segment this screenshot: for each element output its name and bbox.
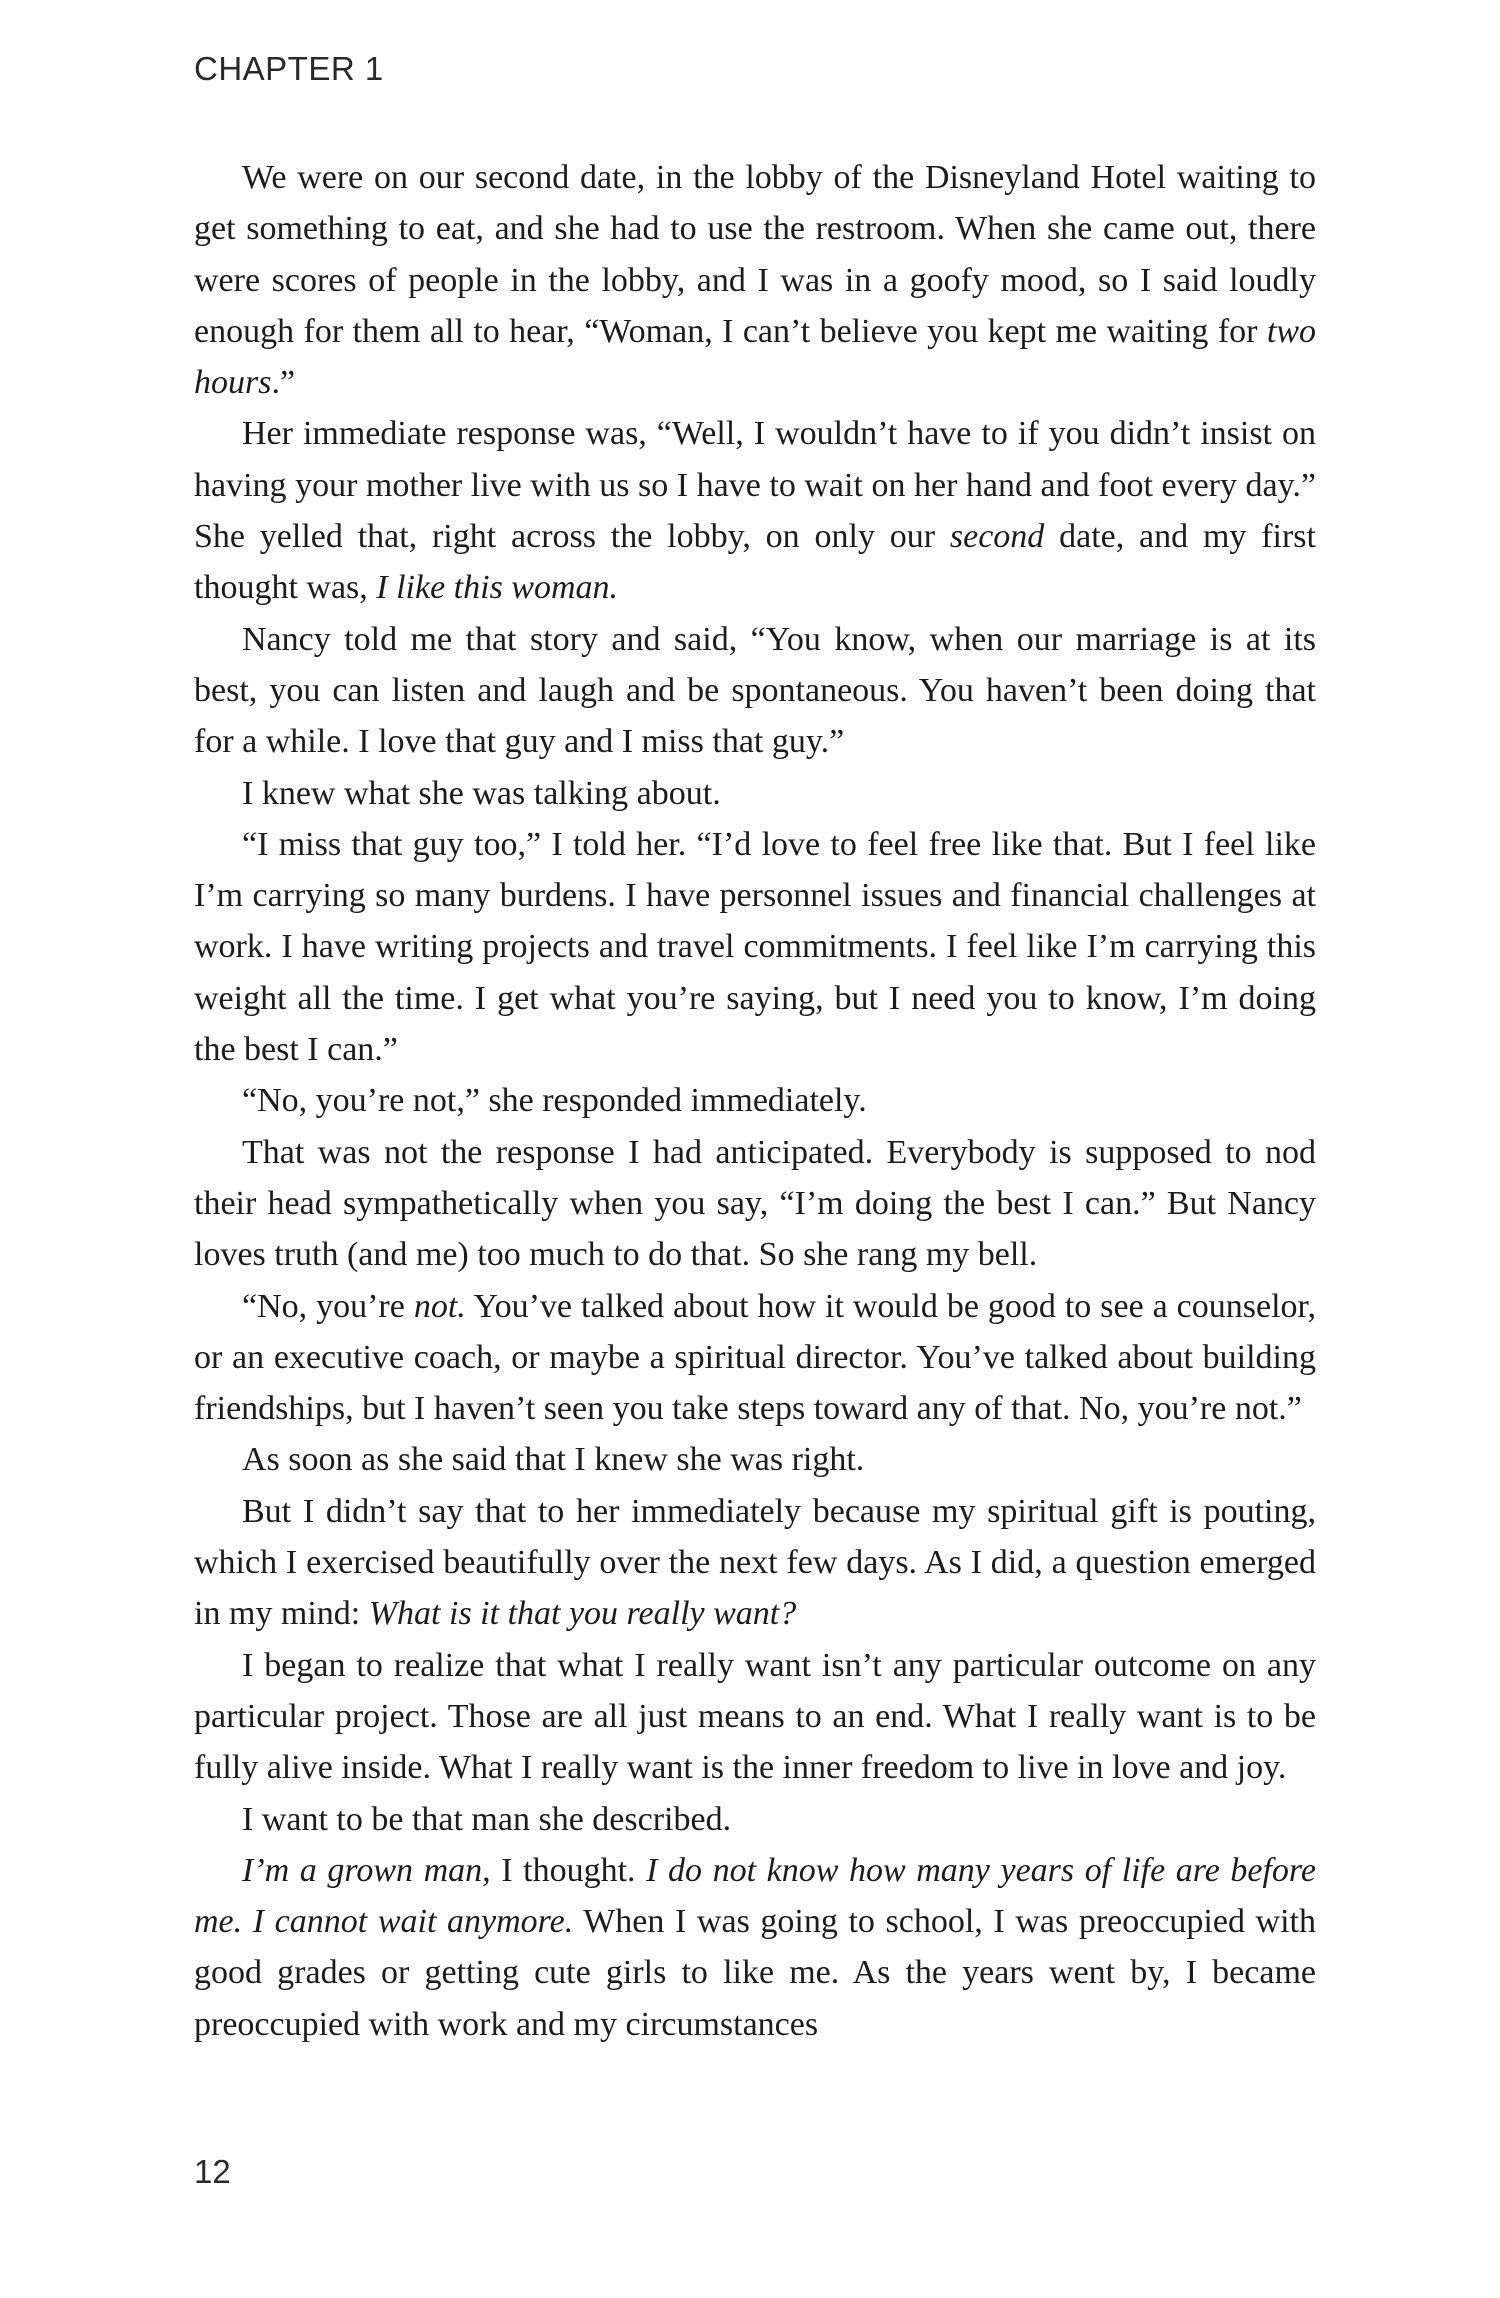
paragraph: But I didn’t say that to her immediately because my spiritual gift is pouting, which I exercised beautifully over the next few days. As I did, a question emerged in my mind: What is it that you really want? [194,1492,1316,1633]
paragraph: As soon as she said that I knew she was right. [242,1441,865,1479]
paragraph: “No, you’re not. You’ve talked about how it would be good to see a counselor, or an executive coach, or maybe a spiritual director. You’ve talked about building friendships, but I haven’t seen you take steps toward any of that. No, you’re not.” [194,1287,1316,1428]
paragraph: I’m a grown man, I thought. I do not know how many years of life are before me. I cannot wait anymore. When I was going to school, I was preoccupied with good grades or getting cute girls to like me. As the years went by, I became preoccupied with work and my circumstances [194,1851,1317,2043]
page-number: 12 [194,2153,231,2190]
paragraph: “No, you’re not,” she responded immediately. [242,1082,867,1120]
chapter-header: CHAPTER 1 [194,50,384,87]
paragraph: That was not the response I had anticipated. Everybody is supposed to nod their head sympathetically when you say, “I’m doing the best I can.” But Nancy loves truth (and me) too much to do that. So she rang my bell. [194,1133,1316,1274]
paragraph: I knew what she was talking about. [242,774,721,812]
body-text [194,152,1316,2050]
paragraph: I began to realize that what I really want isn’t any particular outcome on any particular project. Those are all just means to an end. What I really want is to be fully alive inside. What I really want is the inner freedom to live in love and joy. [194,1646,1316,1787]
paragraph: We were on our second date, in the lobby of the Disneyland Hotel waiting to get something to eat, and she had to use the restroom. When she came out, there were scores of people in the lobby, and I was in a goofy mood, so I said loudly enough for them all to hear, “Woman, I can’t believe you kept me waiting for two hours.” [194,159,1316,402]
paragraph: Nancy told me that story and said, “You know, when our marriage is at its best, you can listen and laugh and be spontaneous. You haven’t been doing that for a while. I love that guy and I miss that guy.” [194,620,1316,761]
paragraph: I want to be that man she described. [242,1800,732,1838]
paragraph: Her immediate response was, “Well, I wouldn’t have to if you didn’t insist on having your mother live with us so I have to wait on her hand and foot every day.” She yelled that, right across the lobby, on only our second date, and my first thought was, I like this woman. [194,415,1316,607]
paragraph: “I miss that guy too,” I told her. “I’d love to feel free like that. But I feel like I’m carrying so many burdens. I have personnel issues and financial challenges at work. I have writing projects and travel commitments. I feel like I’m carrying this weight all the time. I get what you’re saying, but I need you to know, I’m doing the best I can.” [194,825,1316,1069]
